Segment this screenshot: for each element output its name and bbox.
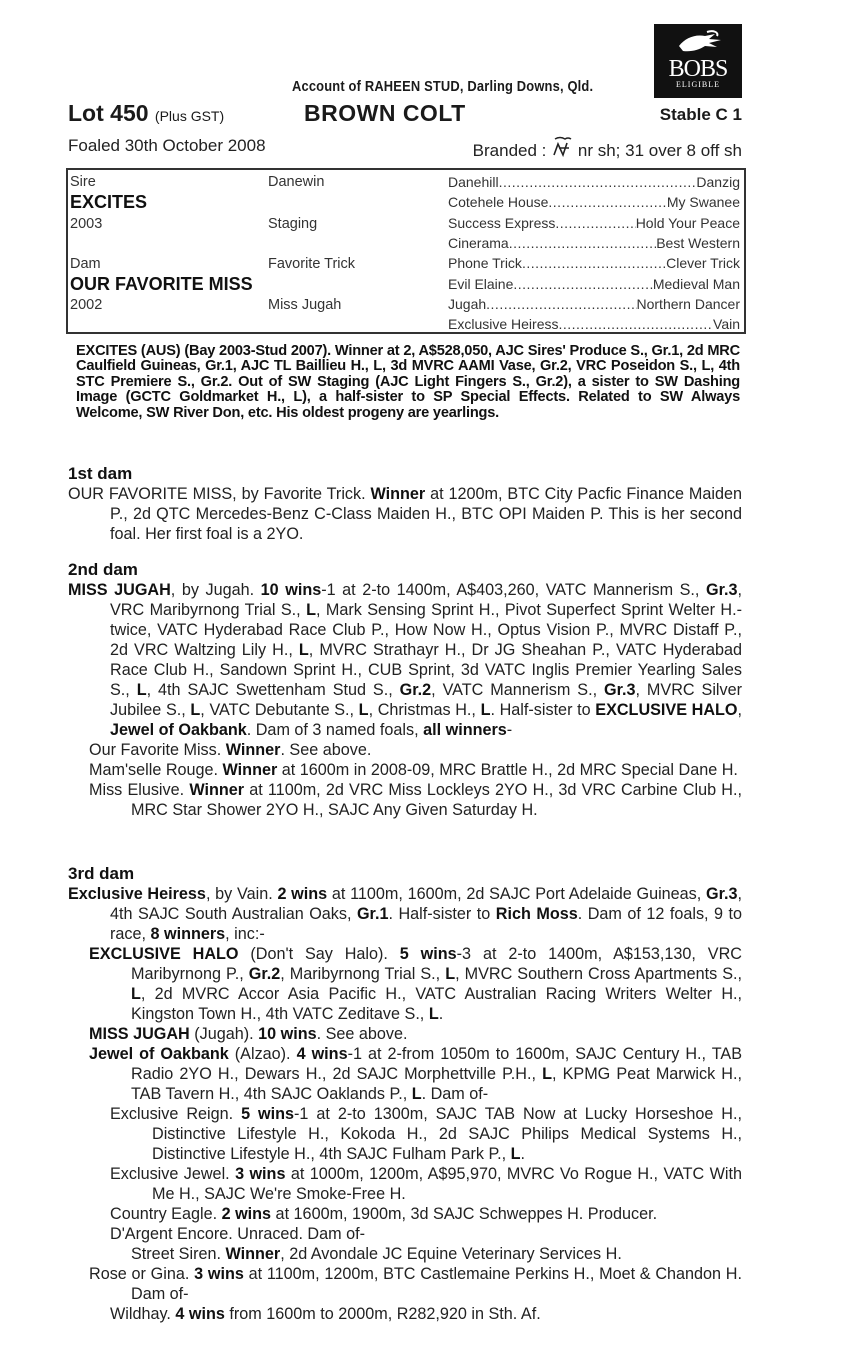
sire-name: EXCITES — [70, 192, 148, 212]
text: . Dam of 12 foals, 9 to race, — [110, 905, 743, 943]
ancestor-sire-name: Vain — [713, 316, 740, 333]
ancestor-name: Jugah — [448, 295, 487, 312]
bold-text: MISS JUGAH — [68, 581, 171, 599]
dam-entry — [68, 580, 742, 740]
progeny-entry — [68, 1024, 742, 1044]
text: , Mark Sensing Sprint H., Pivot Superfect Sprint Welter H.-twice, VATC Hyderabad Race Club P., How Now H., Optus Vision P., MVRC Distaff P., 2d VRC Waltzing Lily H., — [110, 601, 743, 659]
progeny-entry — [68, 1264, 742, 1304]
text: . Dam of 3 named foals, — [246, 721, 424, 739]
text: , MVRC Silver Jubilee S., — [110, 681, 742, 719]
text: Street Siren. — [131, 1245, 226, 1263]
text: Exclusive Reign. — [110, 1105, 242, 1123]
text: OUR FAVORITE MISS, by Favorite Trick. — [68, 485, 371, 503]
ancestor-name: Cinerama — [448, 234, 509, 251]
leader-dots — [522, 255, 666, 271]
dam-year: 2002 — [70, 297, 103, 313]
leader-dots — [513, 276, 652, 292]
great-grandparent-row — [448, 255, 740, 271]
dam-section-3 — [68, 864, 742, 1324]
bold-text: Winner — [225, 1245, 281, 1263]
bold-text: Exclusive Heiress — [68, 885, 206, 903]
bold-text: Gr.3 — [604, 681, 636, 699]
text: , by Jugah. — [170, 581, 261, 599]
section-heading: 2nd dam — [68, 560, 138, 579]
bold-text: all winners — [423, 721, 507, 739]
sex-colour: BROWN COLT — [304, 100, 466, 126]
dam-section-1 — [68, 464, 742, 544]
bold-text: MISS JUGAH — [89, 1025, 190, 1043]
ancestor-sire-name: Hold Your Peace — [635, 214, 740, 231]
text: , VATC Debutante S., — [200, 701, 359, 719]
bold-text: L — [298, 641, 309, 659]
text: (Jugah). — [189, 1025, 259, 1043]
leader-dots — [499, 174, 697, 190]
dam-sire: Favorite Trick — [268, 256, 356, 272]
ancestor-name: Success Express — [448, 214, 556, 231]
text: , — [737, 701, 743, 719]
text: . Dam of- — [421, 1085, 489, 1103]
progeny-entry — [68, 1304, 742, 1324]
text: , Christmas H., — [368, 701, 481, 719]
text: , MVRC Strathayr H., Dr JG Sheahan P., VATC Hyderabad Race Club H., Sandown Sprint H., CUB Sprint, 3d VATC Inglis Premier Yearling Sales S., — [110, 641, 742, 699]
text: at 1100m, 1200m, BTC Castlemaine Perkins H., Moet & Chandon H. Dam of- — [131, 1265, 742, 1303]
bold-text: L — [306, 601, 316, 619]
bold-text: EXCLUSIVE HALO — [89, 945, 239, 963]
text: , inc:- — [225, 925, 265, 943]
text: (Don't Say Halo). — [238, 945, 400, 963]
bold-text: L — [445, 965, 456, 983]
progeny-entry — [68, 1224, 742, 1244]
bold-text: 10 wins — [260, 581, 322, 599]
ancestor-sire-name: Northern Dancer — [636, 295, 740, 312]
progeny-entry — [68, 1104, 742, 1164]
bold-text: L — [510, 1145, 521, 1163]
great-grandparent-row — [448, 316, 740, 332]
text: Miss Elusive. — [89, 781, 190, 799]
text: , 2d Avondale JC Equine Veterinary Services H. — [280, 1245, 622, 1263]
progeny-entry — [68, 1204, 742, 1224]
text: , Maribyrnong Trial S., — [280, 965, 446, 983]
text: Country Eagle. — [110, 1205, 222, 1223]
sire-label: Sire — [70, 174, 96, 190]
bold-text: Gr.1 — [356, 905, 389, 923]
branded-label: Branded : — [472, 141, 547, 160]
ancestor-sire-name: Best Western — [656, 234, 740, 251]
bold-text: Winner — [225, 741, 281, 759]
bold-text: 5 wins — [241, 1105, 295, 1123]
leader-dots — [548, 194, 666, 210]
bold-text: 3 wins — [235, 1165, 286, 1183]
ancestor-sire-name: Danzig — [696, 174, 740, 190]
bold-text: Rich Moss — [495, 905, 578, 923]
lot-label: Lot 450 — [68, 100, 149, 126]
text: Exclusive Jewel. — [110, 1165, 236, 1183]
bold-text: Winner — [370, 485, 426, 503]
section-heading: 3rd dam — [68, 864, 135, 883]
pedigree-table — [66, 168, 746, 334]
text: -1 at 2-to 1400m, A$403,260, VATC Mannerism S., — [321, 581, 706, 599]
text: . — [520, 1145, 526, 1163]
bold-text: 8 winners — [150, 925, 226, 943]
vendor-account: Account of RAHEEN STUD, Darling Downs, Qld. — [292, 78, 594, 95]
ancestor-name: Evil Elaine — [448, 275, 514, 292]
text: -3 at 2-to 1400m, A$153,130, VRC Maribyrnong P., — [131, 945, 742, 983]
progeny-entry — [68, 740, 742, 760]
text: (Alzao). — [228, 1045, 297, 1063]
text: at 1100m, 2d VRC Miss Lockleys 2YO H., 3d VRC Carbine Club H., MRC Star Shower 2YO H., SAJC Any Given Saturday H. — [131, 781, 742, 819]
lot-number — [68, 100, 224, 127]
lot-header — [68, 100, 742, 130]
branded-text: nr sh; 31 over 8 off sh — [577, 141, 742, 160]
text: , VATC Mannerism S., — [431, 681, 604, 699]
bold-text: 4 wins — [175, 1305, 225, 1323]
bold-text: L — [358, 701, 369, 719]
leader-dots — [555, 215, 635, 231]
ancestor-sire-name: Medieval Man — [652, 275, 740, 292]
bold-text: L — [190, 701, 201, 719]
text: , KPMG Peat Marwick H., TAB Tavern H., 4th SAJC Oaklands P., — [131, 1065, 742, 1103]
ancestor-name: Phone Trick — [448, 255, 522, 272]
bold-text: 2 wins — [221, 1205, 272, 1223]
bold-text: Winner — [189, 781, 245, 799]
bold-text: L — [480, 701, 491, 719]
text: at 1600m in 2008-09, MRC Brattle H., 2d MRC Special Dane H. — [277, 761, 738, 779]
dam-entry — [68, 484, 742, 544]
text: , 4th SAJC South Australian Oaks, — [110, 885, 743, 923]
ancestor-sire-name: Clever Trick — [666, 255, 740, 272]
stable-location: Stable C 1 — [659, 105, 742, 124]
progeny-entry — [68, 1244, 742, 1264]
text: at 1200m, BTC City Pacfic Finance Maiden P., 2d QTC Mercedes-Benz C-Class Maiden H., BTC OPI Maiden P. This is her second foal. Her first foal is a 2YO. — [110, 485, 742, 543]
bold-text: L — [542, 1065, 552, 1083]
great-grandparent-row — [448, 296, 740, 312]
great-grandparent-row — [448, 276, 740, 292]
ancestor-name: Danehill — [448, 174, 499, 190]
text: from 1600m to 2000m, R282,920 in Sth. Af. — [224, 1305, 541, 1323]
leader-dots — [486, 296, 636, 312]
leader-dots — [558, 316, 713, 332]
great-grandparent-row — [448, 194, 740, 210]
ancestor-name: Exclusive Heiress — [448, 316, 559, 333]
plus-gst-note: (Plus GST) — [154, 108, 225, 124]
text: , VRC Maribyrnong Trial S., — [110, 581, 742, 619]
bold-text: 3 wins — [194, 1265, 244, 1283]
bold-text: Gr.2 — [248, 965, 281, 983]
bold-text: Gr.2 — [399, 681, 432, 699]
progeny-entry — [68, 1044, 742, 1104]
dam-entry — [68, 884, 742, 944]
ancestor-sire-name: My Swanee — [666, 194, 740, 211]
text: at 1600m, 1900m, 3d SAJC Schweppes H. Producer. — [271, 1205, 658, 1223]
great-grandparent-row — [448, 235, 740, 251]
bold-text: 10 wins — [258, 1025, 317, 1043]
text: at 1100m, 1600m, 2d SAJC Port Adelaide Guineas, — [327, 885, 707, 903]
text: , 4th SAJC Swettenham Stud S., — [146, 681, 400, 699]
great-grandparent-row — [448, 215, 740, 231]
text: - — [506, 721, 513, 739]
dam-dam: Miss Jugah — [268, 297, 342, 313]
logo-text-eligible: ELIGIBLE — [676, 80, 720, 89]
sire-sire: Danewin — [268, 174, 325, 190]
bold-text: Gr.3 — [706, 885, 738, 903]
bold-text: 2 wins — [277, 885, 328, 903]
dam-name: OUR FAVORITE MISS — [70, 274, 253, 294]
progeny-entry — [68, 1164, 742, 1204]
bold-text: 4 wins — [296, 1045, 348, 1063]
bold-text: L — [131, 985, 141, 1003]
bold-text: 5 wins — [399, 945, 457, 963]
text: Mam'selle Rouge. — [89, 761, 223, 779]
progeny-entry — [68, 780, 742, 820]
text: . Half-sister to — [490, 701, 596, 719]
bold-text: Jewel of Oakbank — [89, 1045, 229, 1063]
text: Our Favorite Miss. — [89, 741, 226, 759]
bold-text: Jewel of Oakbank — [110, 721, 247, 739]
text: , 2d MVRC Accor Asia Pacific H., VATC Australian Racing Writers Welter H., Kingston Town H., 4th VATC Zeditave S., — [131, 985, 742, 1023]
brand-mark-icon — [551, 136, 573, 158]
bold-text: L — [136, 681, 147, 699]
text: Rose or Gina. — [89, 1265, 195, 1283]
ancestor-name: Cotehele House — [448, 194, 549, 211]
text: -1 at 2-to 1300m, SAJC TAB Now at Lucky Horseshoe H., Distinctive Lifestyle H., Kokoda H., 2d SAJC Philips Medical Systems H., Distinctive Lifestyle H., 4th SAJC Fulham Park P., — [152, 1105, 742, 1163]
text: D'Argent Encore. Unraced. Dam of- — [110, 1225, 366, 1243]
text: , MVRC Southern Cross Apartments S., — [455, 965, 742, 983]
text: at 1000m, 1200m, A$95,970, MVRC Vo Rogue H., VATC With Me H., SAJC We're Smoke-Free H. — [152, 1165, 742, 1203]
sire-summary: EXCITES (AUS) (Bay 2003-Stud 2007). Winner at 2, A$528,050, AJC Sires' Produce S., Gr.1, 2d MRC Caulfield Guineas, Gr.1, AJC TL Baillieu H., L, 3d MVRC AAMI Vase, Gr.2, VRC Poseidon S., L, 4th STC Premiere S., Gr.2. Out of SW Staging (AJC Light Fingers S., Gr.2), a sister to SW Dashing Image (GCTC Goldmarket H., L), a half-sister to SP Special Effects. Related to SW Always Welcome, SW River Don, etc. His oldest progeny are yearlings. — [76, 343, 740, 421]
text: . — [438, 1005, 444, 1023]
bold-text: EXCLUSIVE HALO — [595, 701, 738, 719]
logo-text-bobs: BOBS — [668, 56, 728, 82]
brand-info — [473, 136, 742, 161]
horse-head-icon — [671, 28, 725, 58]
bold-text: Winner — [222, 761, 278, 779]
foaled-date: Foaled 30th October 2008 — [68, 136, 266, 155]
bold-text: Gr.3 — [706, 581, 738, 599]
bold-text: L — [428, 1005, 439, 1023]
text: , by Vain. — [205, 885, 278, 903]
section-heading: 1st dam — [68, 464, 133, 483]
text: Wildhay. — [110, 1305, 176, 1323]
progeny-entry — [68, 944, 742, 1024]
dam-label: Dam — [70, 256, 101, 272]
text: -1 at 2-from 1050m to 1600m, SAJC Century H., TAB Radio 2YO H., Dewars H., 2d SAJC Morphettville P.H., — [131, 1045, 743, 1083]
sire-year: 2003 — [70, 216, 103, 232]
progeny-entry — [68, 760, 742, 780]
great-grandparent-row — [448, 174, 740, 190]
sire-dam: Staging — [268, 216, 318, 232]
bold-text: L — [411, 1085, 422, 1103]
bobs-eligible-logo — [654, 24, 742, 98]
dam-section-2 — [68, 560, 742, 820]
text: . See above. — [316, 1025, 408, 1043]
text: . Half-sister to — [388, 905, 496, 923]
leader-dots — [509, 235, 657, 251]
text: . See above. — [280, 741, 372, 759]
